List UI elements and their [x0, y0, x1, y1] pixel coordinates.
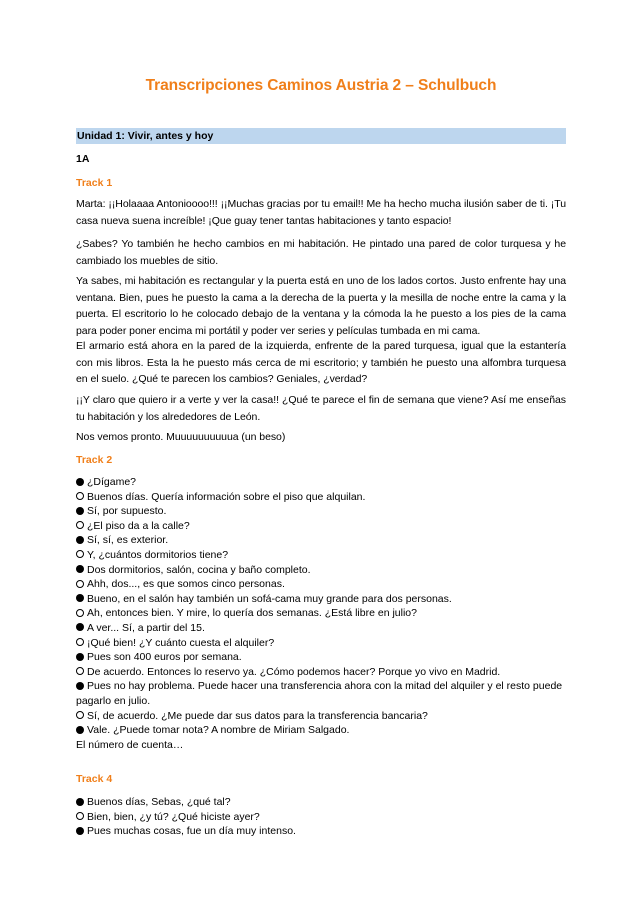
- speaker-b-bullet-icon: [76, 711, 84, 719]
- dialog-line-text: Sí, sí, es exterior.: [87, 534, 169, 547]
- dialog-line: [76, 490, 566, 505]
- speaker-a-bullet-icon: [76, 653, 84, 661]
- dialog-line: [76, 723, 566, 738]
- speaker-a-bullet-icon: [76, 536, 84, 544]
- dialog-line: [76, 533, 566, 548]
- track-1-paragraph: El armario está ahora en la pared de la izquierda, enfrente de la pared turquesa, igual que la estantería con mis libros. Esta la he puesto más cerca de mi escritorio; y también he puesto una alfombra turquesa en el suelo. ¿Qué te parecen los cambios? Geniales, ¿verdad?: [76, 340, 566, 385]
- speaker-a-bullet-icon: [76, 682, 84, 690]
- track-1-paragraph: ¡¡Y claro que quiero ir a verte y ver la casa!! ¿Qué te parece el fin de semana que viene? Así me enseñas tu habitación y los alrededores de León.: [76, 394, 566, 423]
- dialog-line: [76, 519, 566, 534]
- track-1-paragraph: Marta: ¡¡Holaaaa Antonioooo!!! ¡¡Muchas gracias por tu email!! Me ha hecho mucha ilusión saber de ti. ¡Tu casa nueva suena increíble! ¡Que guay tener tantas habitaciones y tanto espacio!: [76, 198, 566, 227]
- dialog-line-text: Ah, entonces bien. Y mire, lo quería dos semanas. ¿Está libre en julio?: [87, 607, 417, 620]
- track-4-heading: Track 4: [76, 773, 113, 785]
- dialog-line: [76, 738, 566, 753]
- section-code: 1A: [76, 153, 90, 165]
- dialog-line-text: ¿Dígame?: [87, 476, 137, 488]
- track-4-dialog: [76, 795, 566, 839]
- speaker-b-bullet-icon: [76, 609, 84, 617]
- dialog-line: [76, 636, 566, 651]
- dialog-line: [76, 679, 566, 708]
- dialog-line-text: Bien, bien, ¿y tú? ¿Qué hiciste ayer?: [87, 810, 260, 823]
- speaker-a-bullet-icon: [76, 507, 84, 515]
- dialog-line-text: ¿El piso da a la calle?: [87, 519, 190, 532]
- dialog-line-text: Pues no hay problema. Puede hacer una transferencia ahora con la mitad del alquiler y el resto puede pagarlo en julio.: [76, 680, 563, 707]
- speaker-b-bullet-icon: [76, 492, 84, 500]
- dialog-line-text: Pues muchas cosas, fue un día muy intenso.: [87, 825, 296, 838]
- dialog-line: [76, 504, 566, 519]
- dialog-line: [76, 824, 566, 839]
- dialog-line-text: A ver... Sí, a partir del 15.: [87, 621, 205, 634]
- speaker-b-bullet-icon: [76, 812, 84, 820]
- dialog-line-text: Bueno, en el salón hay también un sofá-cama muy grande para dos personas.: [87, 592, 452, 605]
- dialog-line-text: Sí, de acuerdo. ¿Me puede dar sus datos para la transferencia bancaria?: [87, 709, 428, 722]
- dialog-line: [76, 665, 566, 680]
- dialog-line-text: Sí, por supuesto.: [87, 505, 167, 518]
- dialog-line-text: Dos dormitorios, salón, cocina y baño completo.: [87, 563, 311, 576]
- speaker-a-bullet-icon: [76, 798, 84, 806]
- track-2-dialog: [76, 475, 566, 752]
- dialog-line: [76, 606, 566, 621]
- track-1-heading: Track 1: [76, 177, 113, 189]
- dialog-line: [76, 548, 566, 563]
- speaker-a-bullet-icon: [76, 565, 84, 573]
- dialog-line: [76, 810, 566, 825]
- dialog-line: [76, 621, 566, 636]
- speaker-b-bullet-icon: [76, 580, 84, 588]
- dialog-line-text: Buenos días. Quería información sobre el piso que alquilan.: [87, 490, 366, 503]
- speaker-a-bullet-icon: [76, 623, 84, 631]
- track-1-paragraph: Ya sabes, mi habitación es rectangular y la puerta está en uno de los lados cortos. Justo enfrente hay una ventana. Bien, pues he puesto la cama a la derecha de la puerta y la mesilla de noche entre la cama y la puerta. El escritorio lo he colocado debajo de la ventana y la cómoda la he puesto a los pies de la cama para poder poner encima mi portátil y poder ver series y películas tumbada en mi cama.: [76, 275, 566, 337]
- dialog-line-text: Pues son 400 euros por semana.: [87, 651, 242, 664]
- speaker-a-bullet-icon: [76, 594, 84, 602]
- dialog-line: [76, 577, 566, 592]
- dialog-line: [76, 563, 566, 578]
- track-1-paragraph: Nos vemos pronto. Muuuuuuuuuua (un beso): [76, 431, 286, 443]
- dialog-line: [76, 650, 566, 665]
- speaker-b-bullet-icon: [76, 550, 84, 558]
- dialog-line-text: Ahh, dos..., es que somos cinco personas.: [87, 578, 285, 591]
- document-title: Transcripciones Caminos Austria 2 – Schulbuch: [145, 77, 497, 94]
- dialog-line: [76, 795, 566, 810]
- dialog-line-text: El número de cuenta…: [76, 738, 184, 751]
- dialog-line-text: Buenos días, Sebas, ¿qué tal?: [87, 796, 231, 808]
- dialog-line: [76, 475, 566, 490]
- speaker-b-bullet-icon: [76, 638, 84, 646]
- track-1-paragraph: ¿Sabes? Yo también he hecho cambios en mi habitación. He pintado una pared de color turquesa y he cambiado los muebles de sitio.: [76, 238, 566, 267]
- speaker-a-bullet-icon: [76, 478, 84, 486]
- dialog-line-text: De acuerdo. Entonces lo reservo ya. ¿Cómo podemos hacer? Porque yo vivo en Madrid.: [87, 665, 501, 678]
- speaker-b-bullet-icon: [76, 667, 84, 675]
- dialog-line: [76, 709, 566, 724]
- track-2-heading: Track 2: [76, 454, 113, 466]
- dialog-line-text: ¡Qué bien! ¿Y cuánto cuesta el alquiler?: [87, 636, 275, 649]
- dialog-line-text: Vale. ¿Puede tomar nota? A nombre de Miriam Salgado.: [87, 724, 350, 737]
- speaker-b-bullet-icon: [76, 521, 84, 529]
- speaker-a-bullet-icon: [76, 827, 84, 835]
- speaker-a-bullet-icon: [76, 726, 84, 734]
- unit-heading: Unidad 1: Vivir, antes y hoy: [76, 128, 566, 144]
- dialog-line: [76, 592, 566, 607]
- dialog-line-text: Y, ¿cuántos dormitorios tiene?: [87, 548, 229, 561]
